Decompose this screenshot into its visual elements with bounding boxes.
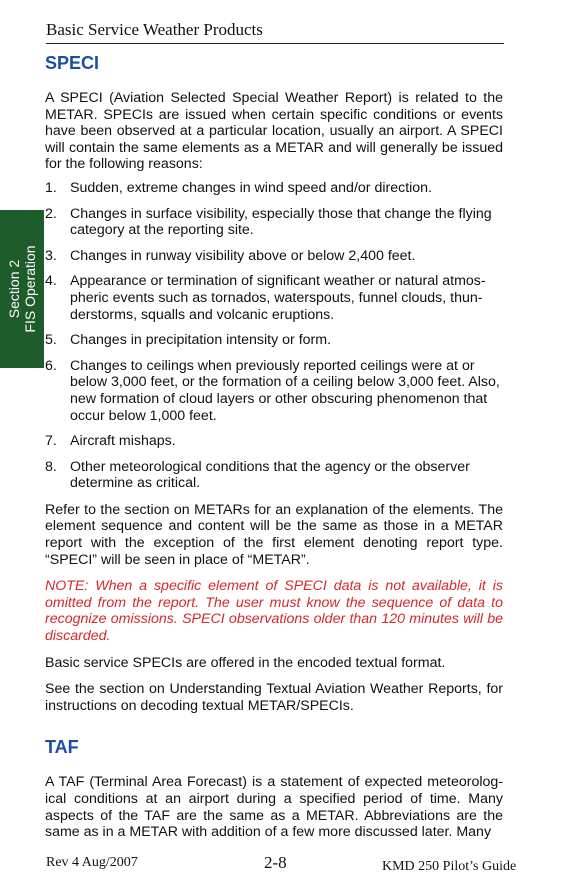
list-item-number: 7. [45,433,57,450]
section-tab [0,210,44,368]
list-item-number: 1. [45,179,57,196]
list-item-number: 5. [45,332,57,349]
list-item [45,248,503,265]
page-number: 2-8 [264,853,287,872]
speci-basic-service: Basic service SPECIs are offered in the encoded textual format. [45,654,446,671]
section-tab-number: Section 2 [6,259,22,319]
list-item [45,206,503,239]
list-item [45,273,503,323]
list-item [45,358,503,424]
list-item [45,332,503,349]
running-header [46,20,504,44]
section-tab-label [6,245,38,332]
list-item-text: Aircraft mishaps. [70,433,176,450]
list-item-text: Other meteorological conditions that the agency or the observer determine as critical. [70,458,470,492]
speci-refer-paragraph: Refer to the section on METARs for an explanation of the elements. The element sequence and content will be the same as those in a METAR report with the exception of the first element denoting report type. “SPECI” will be seen in place of “METAR”. [45,501,503,568]
taf-intro: A TAF (Terminal Area Forecast) is a statement of expected meteorolog-ical conditions at an airport during a specified period of time. Many aspects of the TAF are the same as a METAR. Abbreviations are the same as in a METAR with addition of a few more discussed later. Many [45,774,503,841]
section-tab-name: FIS Operation [22,245,38,333]
taf-heading: TAF [45,737,79,758]
list-item-text: Changes in surface visibility, especially those that change the flying category at the reporting site. [70,205,492,239]
list-item-text: Sudden, extreme changes in wind speed and/or direction. [70,179,433,196]
list-item-number: 4. [45,273,57,290]
list-item-number: 2. [45,205,57,222]
list-item-number: 6. [45,357,57,374]
list-item-text: Changes in precipitation intensity or form. [70,332,332,349]
list-item [45,180,503,197]
list-item [45,459,503,492]
speci-intro: A SPECI (Aviation Selected Special Weather Report) is related to the METAR. SPECIs are issued when certain specific conditions or events have been observed at a particular location, usually an airport. A SPECI will contain the same elements as a METAR and will generally be issued for the following reasons: [45,90,503,173]
speci-reasons-list [45,180,503,492]
list-item-text: Changes to ceilings when previously reported ceilings were at or below 3,000 feet, or the formation of a ceiling below 3,000 feet. Also, new formation of cloud layers or other obscuring phenomenon that occur below 1,000 feet. [70,357,500,424]
list-item-number: 8. [45,458,57,475]
list-item-number: 3. [45,247,57,264]
speci-see-section: See the section on Understanding Textual Aviation Weather Reports, for instructions on decoding textual METAR/SPECIs. [45,681,503,714]
list-item [45,433,503,450]
page-body [45,52,503,841]
speci-heading: SPECI [45,53,100,73]
list-item-text: Appearance or termination of significant weather or natural atmos-pheric events such as tornados, waterspouts, funnel clouds, thun-derstorms, squalls and volcanic eruptions. [70,273,486,323]
footer-revision: Rev 4 Aug/2007 [46,855,138,870]
header-title: Basic Service Weather Products [46,20,263,39]
list-item-text: Changes in runway visibility above or below 2,400 feet. [70,247,416,264]
footer-guide-title: KMD 250 Pilot’s Guide [382,859,517,874]
speci-note: NOTE: When a specific element of SPECI data is not available, it is omitted from the report. The user must know the sequence of data to recognize omissions. SPECI observations older than 120 minutes will be discarded. [45,578,503,645]
